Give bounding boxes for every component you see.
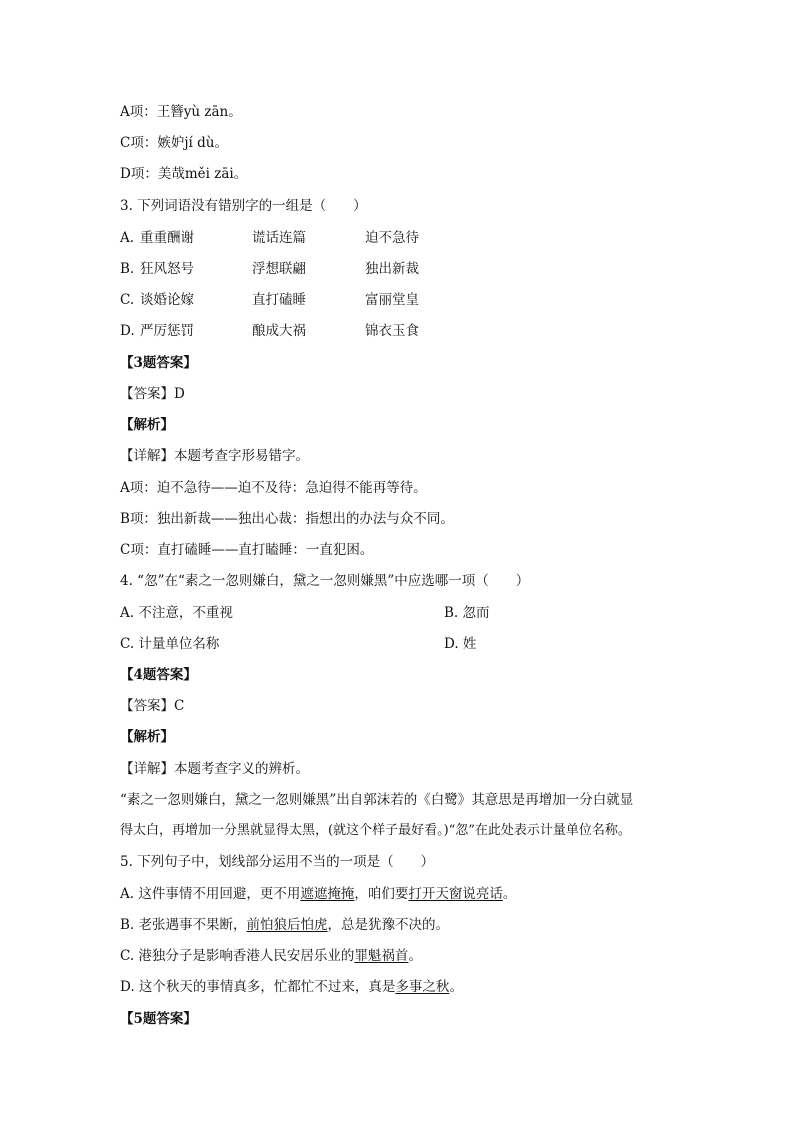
underlined-phrase: 遮遮掩掩 (300, 886, 355, 902)
question-5-option-a (120, 885, 516, 903)
option-label: A. (120, 230, 135, 246)
question-5-answer-header: 【5题答案】 (120, 1011, 197, 1027)
option-label: D. (120, 323, 135, 339)
question-4-detail: 【详解】本题考查字义的辨析。 (120, 761, 309, 777)
question-4-stem: 4. “忽”在“素之一忽则嫌白，黛之一忽则嫌黑”中应选哪一项（ ） (120, 573, 530, 589)
underlined-phrase: 前怕狼后怕虎 (246, 917, 328, 933)
question-3-analysis-label: 【解析】 (120, 417, 174, 433)
question-3-answer: 【答案】D (120, 386, 185, 402)
question-3-explanation-a: A项：迫不急待——迫不及待：急迫得不能再等待。 (120, 480, 427, 496)
question-4-option-b: B. 忽而 (444, 605, 490, 621)
underlined-phrase: 多事之秋 (395, 979, 450, 995)
question-3-stem: 3. 下列词语没有错别字的一组是（ ） (120, 198, 367, 214)
option-word: 狂风怒号 (140, 261, 194, 277)
question-3-explanation-c: C项：直打磕睡——直打瞌睡：一直犯困。 (120, 542, 374, 558)
option-word: 浮想联翩 (252, 261, 306, 277)
question-4-option-c: C. 计量单位名称 (120, 636, 220, 652)
option-text: A. 这件事情不用回避，更不用 (120, 886, 301, 902)
question-4-explanation-line-1: “素之一忽则嫌白，黛之一忽则嫌黑”出自郭沫若的《白鹭》其意思是再增加一分白就显 (120, 792, 634, 808)
option-label: C. (120, 292, 135, 308)
answer-line-c: C项：嫉妒jí dù。 (120, 135, 228, 151)
underlined-phrase: 罪魁祸首 (354, 948, 409, 964)
option-text: 。 (502, 886, 517, 902)
question-3-explanation-b: B项：独出新裁——独出心裁：指想出的办法与众不同。 (120, 511, 454, 527)
question-5-stem: 5. 下列句子中，划线部分运用不当的一项是（ ） (120, 854, 435, 870)
question-4-answer-header: 【4题答案】 (120, 667, 197, 683)
option-word: 独出新裁 (365, 261, 419, 277)
option-word: 酿成大祸 (252, 323, 306, 339)
option-word: 锦衣玉食 (365, 323, 419, 339)
question-4-explanation-line-2: 得太白，再增加一分黑就显得太黑，(就这个样子最好看。)“忽”在此处表示计量单位名称。 (120, 823, 631, 838)
option-text: ，咱们要 (354, 886, 409, 902)
option-text: ，总是犹豫不决的。 (327, 917, 450, 933)
option-word: 谎话连篇 (252, 230, 306, 246)
question-4-answer: 【答案】C (120, 698, 185, 714)
option-word: 谈婚论嫁 (140, 292, 194, 308)
option-text: 。 (408, 948, 422, 964)
option-label: B. (120, 261, 135, 277)
question-5-option-d (120, 978, 463, 996)
answer-line-a: A项：王簪yù zān。 (120, 104, 242, 120)
option-word: 富丽堂皇 (365, 292, 419, 308)
question-5-option-b (120, 916, 449, 934)
option-text: 。 (449, 979, 463, 995)
option-text: D. 这个秋天的事情真多，忙都忙不过来，真是 (120, 979, 396, 995)
question-3-answer-header: 【3题答案】 (120, 355, 197, 371)
question-4-option-d: D. 姓 (444, 636, 477, 652)
option-word: 迫不急待 (365, 230, 419, 246)
question-4-option-a: A. 不注意，不重视 (120, 605, 233, 621)
option-word: 严厉惩罚 (140, 323, 194, 339)
option-word: 直打磕睡 (252, 292, 306, 308)
answer-line-d: D项：美哉měi zāi。 (120, 166, 248, 182)
question-5-option-c (120, 947, 422, 965)
question-3-detail: 【详解】本题考查字形易错字。 (120, 448, 309, 464)
option-word: 重重酬谢 (140, 230, 194, 246)
underlined-phrase: 打开天窗说亮话 (408, 886, 503, 902)
option-text: B. 老张遇事不果断， (120, 917, 247, 933)
option-text: C. 港独分子是影响香港人民安居乐业的 (120, 948, 355, 964)
question-4-analysis-label: 【解析】 (120, 729, 174, 745)
